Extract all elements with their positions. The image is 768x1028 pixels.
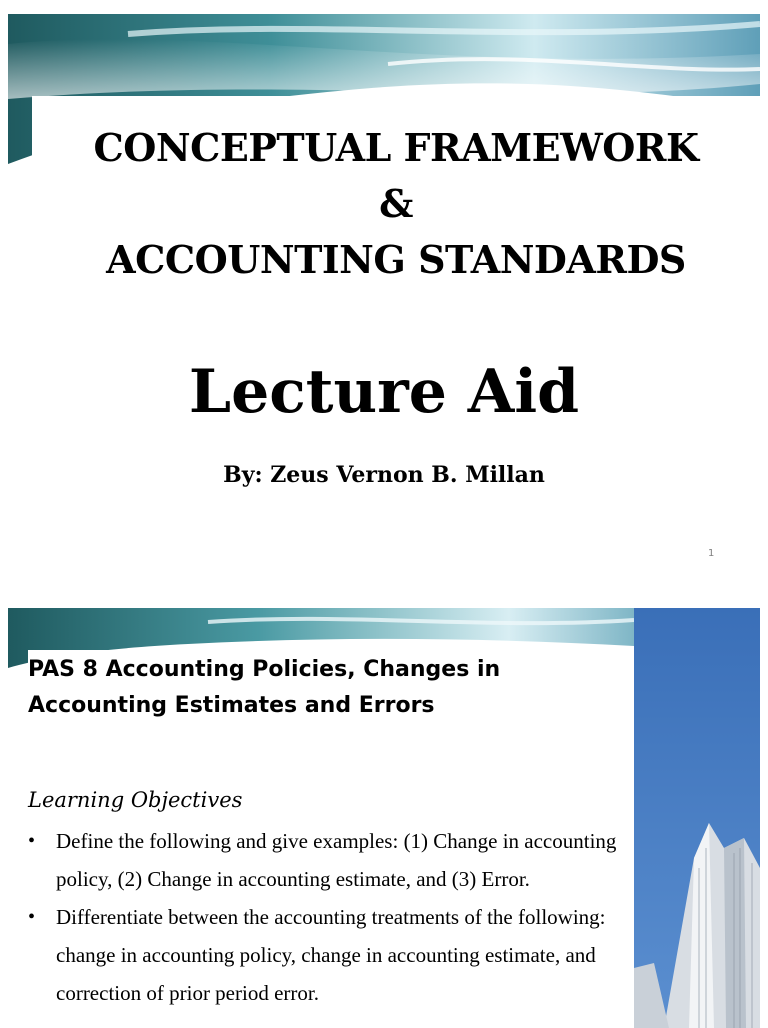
author-byline: By: Zeus Vernon B. Millan <box>223 462 545 488</box>
objectives-list <box>28 822 628 1012</box>
title-line-2: & <box>379 181 413 226</box>
list-item: • Differentiate between the accounting treatments of the following: change in accounting policy, change in accounting estimate, and correction of prior period error. <box>28 898 628 1012</box>
building-photo <box>634 608 760 1028</box>
title-slide <box>8 14 760 570</box>
section-title <box>28 650 624 724</box>
title-line-1: CONCEPTUAL FRAMEWORK <box>93 125 699 170</box>
title-block <box>32 96 760 286</box>
objectives-slide <box>8 608 760 1028</box>
section-title-line-2: Accounting Estimates and Errors <box>28 693 435 718</box>
section-title-line-1: PAS 8 Accounting Policies, Changes in <box>28 657 501 682</box>
presentation-title <box>32 120 760 288</box>
objectives-heading: Learning Objectives <box>28 788 243 812</box>
title-line-3: ACCOUNTING STANDARDS <box>106 237 686 282</box>
subtitle: Lecture Aid <box>188 357 580 427</box>
slide-number: 1 <box>708 548 715 559</box>
list-item: • Define the following and give examples: (1) Change in accounting policy, (2) Change in accounting estimate, and (3) Error. <box>28 822 628 898</box>
